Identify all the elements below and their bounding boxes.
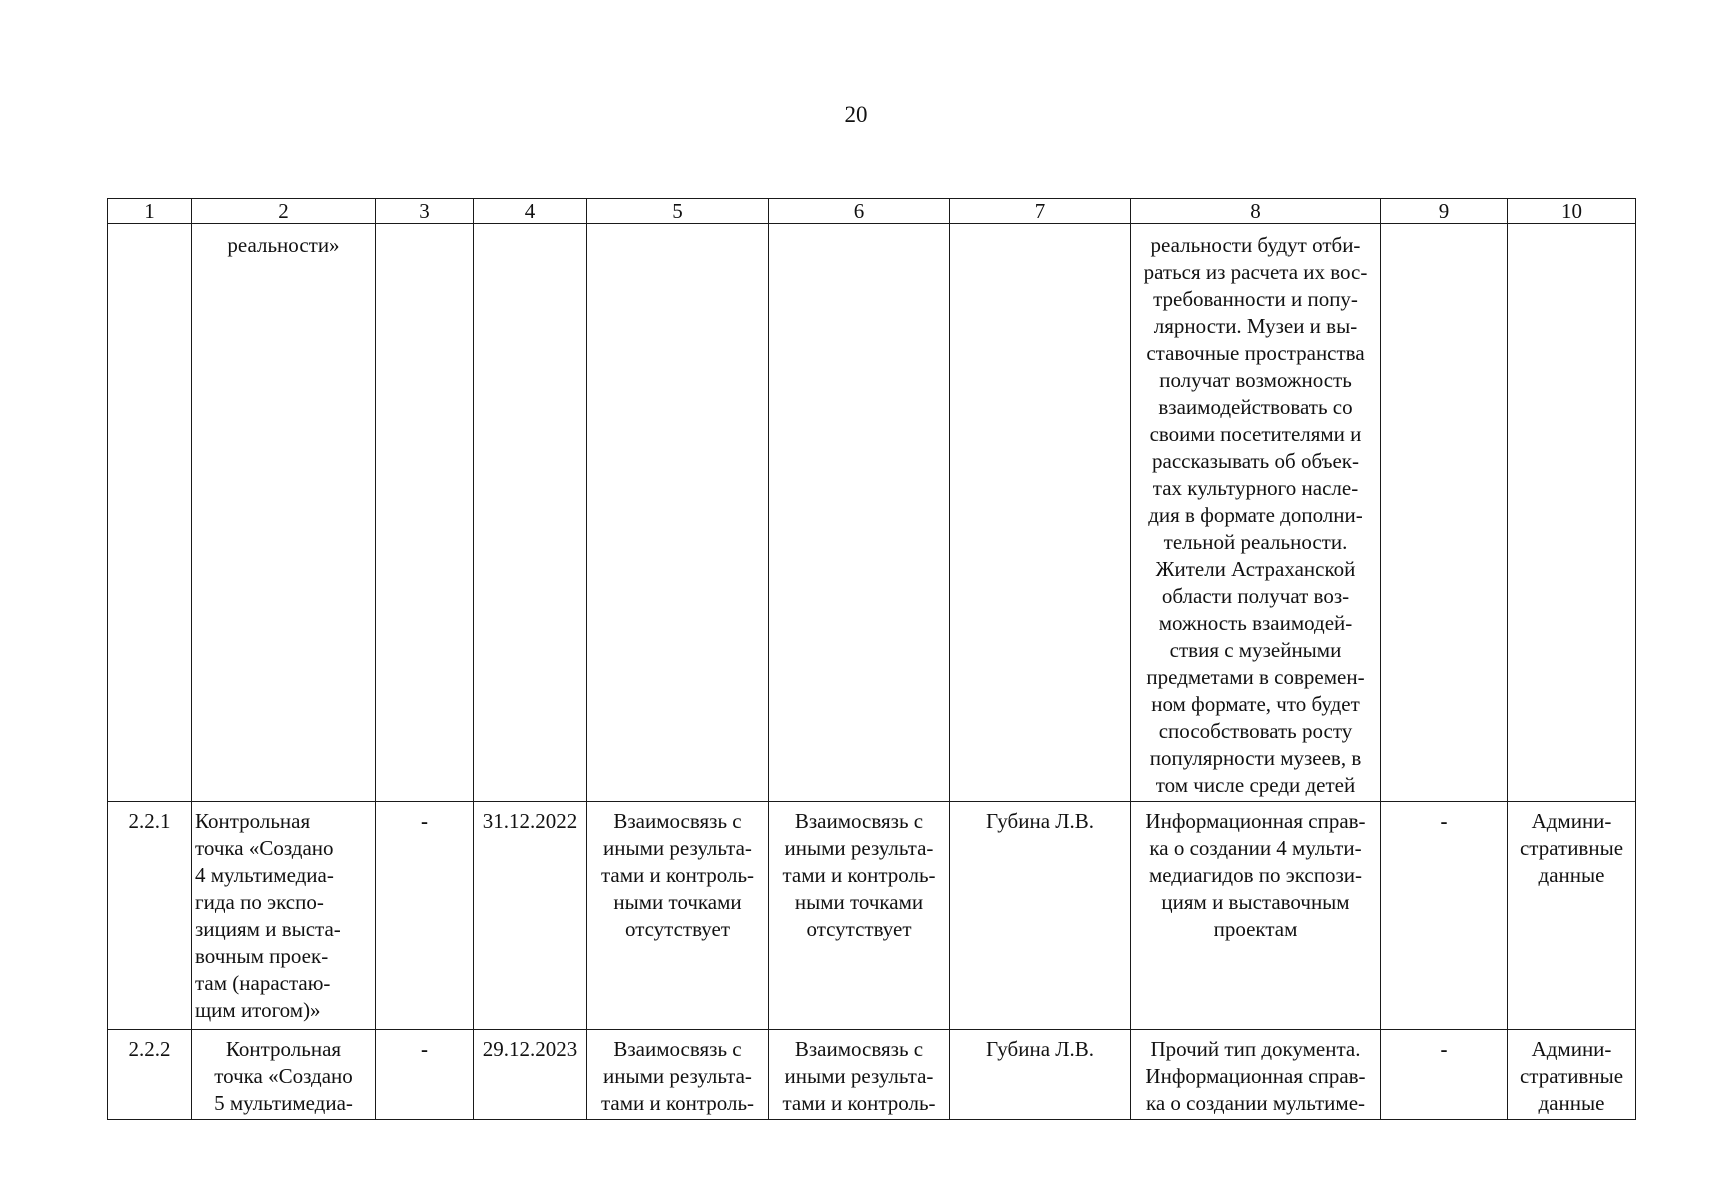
- cell-responsible: Губина Л.В.: [950, 1030, 1131, 1120]
- cell-successors: [769, 224, 950, 802]
- header-cell-4: 4: [474, 199, 587, 224]
- cell-end-date: 29.12.2023: [474, 1030, 587, 1120]
- plan-table: [107, 198, 1636, 1120]
- table-row-2-2-1: [108, 802, 1636, 1030]
- cell-start-date: -: [376, 802, 474, 1030]
- cell-level: [1381, 224, 1508, 802]
- cell-level: -: [1381, 1030, 1508, 1120]
- cell-responsible: Губина Л.В.: [950, 802, 1131, 1030]
- table-row-continuation: [108, 224, 1636, 802]
- header-cell-1: 1: [108, 199, 192, 224]
- cell-predecessors: [587, 224, 769, 802]
- header-cell-7: 7: [950, 199, 1131, 224]
- header-cell-8: 8: [1131, 199, 1381, 224]
- cell-result-description: Прочий тип документа. Информационная справ- ка о создании мультиме-: [1131, 1030, 1381, 1120]
- header-cell-5: 5: [587, 199, 769, 224]
- table-row-2-2-2: [108, 1030, 1636, 1120]
- cell-end-date: [474, 224, 587, 802]
- header-cell-3: 3: [376, 199, 474, 224]
- header-row: [108, 199, 1636, 224]
- cell-name: Контрольная точка «Создано 4 мультимедиа- гида по экспо- зициям и выста- вочным проек- там (нарастаю- щим итогом)»: [192, 802, 376, 1030]
- header-cell-9: 9: [1381, 199, 1508, 224]
- cell-data-source: Админи- стративные данные: [1508, 802, 1636, 1030]
- cell-number: 2.2.2: [108, 1030, 192, 1120]
- cell-data-source: [1508, 224, 1636, 802]
- cell-predecessors: Взаимосвязь с иными результа- тами и контроль-: [587, 1030, 769, 1120]
- page-number: 20: [844, 102, 868, 127]
- cell-successors: Взаимосвязь с иными результа- тами и контроль- ными точками отсутствует: [769, 802, 950, 1030]
- cell-data-source: Админи- стративные данные: [1508, 1030, 1636, 1120]
- cell-number: 2.2.1: [108, 802, 192, 1030]
- cell-name: Контрольная точка «Создано 5 мультимедиа-: [192, 1030, 376, 1120]
- header-cell-10: 10: [1508, 199, 1636, 224]
- cell-start-date: -: [376, 1030, 474, 1120]
- cell-predecessors: Взаимосвязь с иными результа- тами и контроль- ными точками отсутствует: [587, 802, 769, 1030]
- cell-end-date: 31.12.2022: [474, 802, 587, 1030]
- cell-result-description: Информационная справ- ка о создании 4 мульти- медиагидов по экспози- циям и выставочным проектам: [1131, 802, 1381, 1030]
- cell-successors: Взаимосвязь с иными результа- тами и контроль-: [769, 1030, 950, 1120]
- header-cell-2: 2: [192, 199, 376, 224]
- cell-start-date: [376, 224, 474, 802]
- header-cell-6: 6: [769, 199, 950, 224]
- cell-level: -: [1381, 802, 1508, 1030]
- cell-name: реальности»: [192, 224, 376, 802]
- cell-number: [108, 224, 192, 802]
- cell-result-description: реальности будут отби- раться из расчета их вос- требованности и попу- лярности. Музеи и вы- ставочные пространства получат возможность взаимодействовать со своими посетителями и рассказывать об объек- тах культурного насле- дия в формате дополни- тельной реальности. Жители Астраханской области получат воз- можность взаимодей- ствия с музейными предметами в современ- ном формате, что будет способствовать росту популярности музеев, в том числе среди детей: [1131, 224, 1381, 802]
- cell-responsible: [950, 224, 1131, 802]
